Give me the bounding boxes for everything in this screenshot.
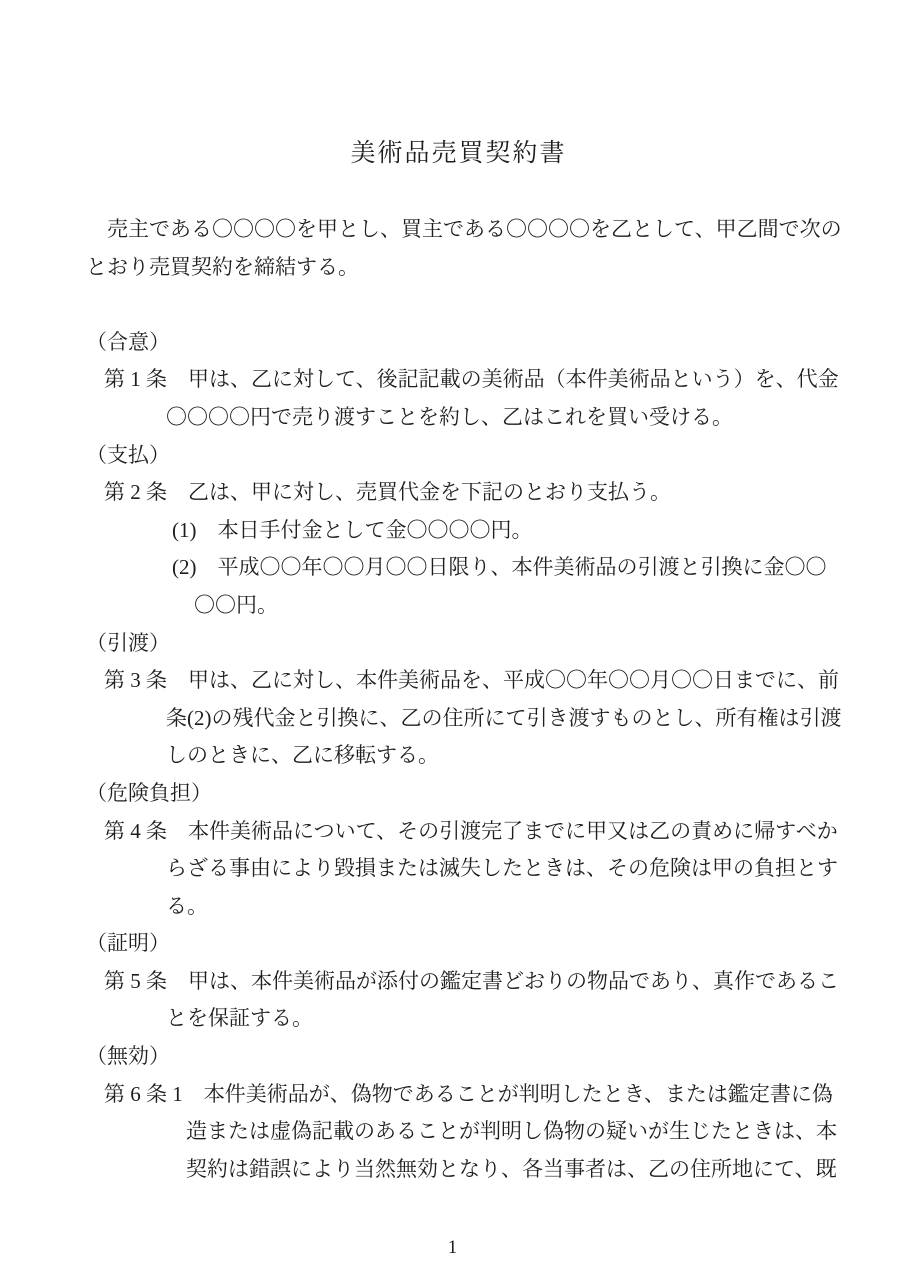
blank-line bbox=[86, 286, 831, 324]
section-heading-agreement: （合意） bbox=[86, 329, 170, 354]
list-item-line: (2) 平成〇〇年〇〇月〇〇日限り、本件美術品の引渡と引換に金〇〇 bbox=[172, 555, 827, 580]
section-heading-invalidity: （無効） bbox=[86, 1044, 170, 1069]
section-heading-certification: （証明） bbox=[86, 931, 170, 956]
article-line: 契約は錯誤により当然無効となり、各当事者は、乙の住所地にて、既 bbox=[186, 1156, 837, 1181]
list-item-line: 〇〇円。 bbox=[194, 592, 278, 617]
page-number: 1 bbox=[447, 1237, 458, 1258]
section-heading-payment: （支払） bbox=[86, 442, 170, 467]
article-line: 第 3 条 甲は、乙に対し、本件美術品を、平成〇〇年〇〇月〇〇日までに、前 bbox=[104, 668, 839, 693]
article-line: る。 bbox=[166, 893, 208, 918]
article-line: しのときに、乙に移転する。 bbox=[166, 743, 439, 768]
section-heading-risk: （危険負担） bbox=[86, 780, 212, 805]
article-line: 第 5 条 甲は、本件美術品が添付の鑑定書どおりの物品であり、真作であるこ bbox=[104, 968, 839, 993]
article-line: 第 1 条 甲は、乙に対して、後記記載の美術品（本件美術品という）を、代金 bbox=[104, 367, 839, 392]
article-line: らざる事由により毀損または滅失したときは、その危険は甲の負担とす bbox=[166, 856, 838, 881]
list-item-line: (1) 本日手付金として金〇〇〇〇円。 bbox=[172, 517, 533, 542]
preamble-line: とおり売買契約を締結する。 bbox=[86, 254, 359, 279]
preamble-line: 売主である〇〇〇〇を甲とし、買主である〇〇〇〇を乙として、甲乙間で次の bbox=[86, 217, 842, 241]
article-line: 第 2 条 乙は、甲に対し、売買代金を下記のとおり支払う。 bbox=[104, 480, 671, 505]
document-body bbox=[86, 133, 842, 1188]
section-heading-delivery: （引渡） bbox=[86, 630, 170, 655]
article-line: 造または虚偽記載のあることが判明し偽物の疑いが生じたときは、本 bbox=[186, 1119, 837, 1144]
article-line: 第 4 条 本件美術品について、その引渡完了までに甲又は乙の責めに帰すべか bbox=[104, 818, 838, 843]
article-line: 第 6 条 1 本件美術品が、偽物であることが判明したとき、または鑑定書に偽 bbox=[104, 1081, 833, 1106]
article-line: 〇〇〇〇円で売り渡すことを約し、乙はこれを買い受ける。 bbox=[166, 404, 733, 429]
article-line: とを保証する。 bbox=[166, 1006, 313, 1031]
article-line: 条(2)の残代金と引換に、乙の住所にて引き渡すものとし、所有権は引渡 bbox=[166, 705, 842, 730]
document-title: 美術品売買契約書 bbox=[350, 140, 567, 167]
